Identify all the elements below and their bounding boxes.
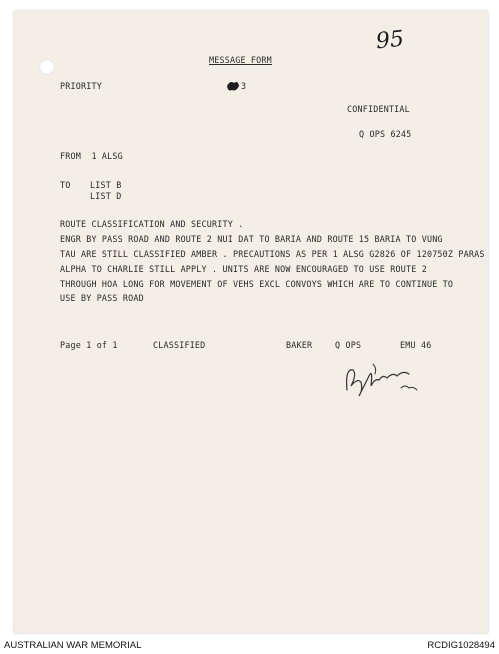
- footer-ext: EMU 46: [400, 340, 432, 350]
- message-subject: ROUTE CLASSIFICATION AND SECURITY .: [60, 219, 244, 229]
- punch-hole: [39, 59, 55, 75]
- handwritten-signature: [343, 360, 423, 400]
- from-line: FROM 1 ALSG: [60, 151, 123, 161]
- document-title: MESSAGE FORM: [209, 55, 272, 65]
- document-page: [14, 11, 488, 633]
- handwritten-page-number: 95: [374, 26, 406, 55]
- message-body-line: THROUGH HOA LONG FOR MOVEMENT OF VEHS EXCL CONVOYS WHICH ARE TO CONTINUE TO: [60, 279, 454, 289]
- footer-originator: BAKER: [286, 340, 313, 350]
- to-label: TO: [60, 180, 71, 190]
- footer-classification: CLASSIFIED: [153, 340, 206, 350]
- archive-record-id: RCDIG1028494: [427, 640, 495, 651]
- footer-page: Page 1 of 1: [60, 340, 118, 350]
- to-list-item: LIST D: [90, 191, 122, 201]
- footer-branch: Q OPS: [335, 340, 362, 350]
- message-body-line: TAU ARE STILL CLASSIFIED AMBER . PRECAUTIONS AS PER 1 ALSG G2826 OF 120750Z PARAS: [60, 249, 485, 259]
- classification-top: CONFIDENTIAL: [347, 104, 410, 114]
- priority-label: PRIORITY: [60, 81, 102, 91]
- message-body-line: ENGR BY PASS ROAD AND ROUTE 2 NUI DAT TO BARIA AND ROUTE 15 BARIA TO VUNG: [60, 234, 443, 244]
- priority-stamp-icon: [226, 80, 240, 92]
- message-body-line: USE BY PASS ROAD: [60, 293, 144, 303]
- priority-value: 3: [241, 81, 247, 91]
- message-reference: Q OPS 6245: [359, 129, 412, 139]
- archive-institution: AUSTRALIAN WAR MEMORIAL: [4, 640, 142, 651]
- message-body-line: ALPHA TO CHARLIE STILL APPLY . UNITS ARE NOW ENCOURAGED TO USE ROUTE 2: [60, 264, 427, 274]
- to-list-item: LIST B: [90, 180, 122, 190]
